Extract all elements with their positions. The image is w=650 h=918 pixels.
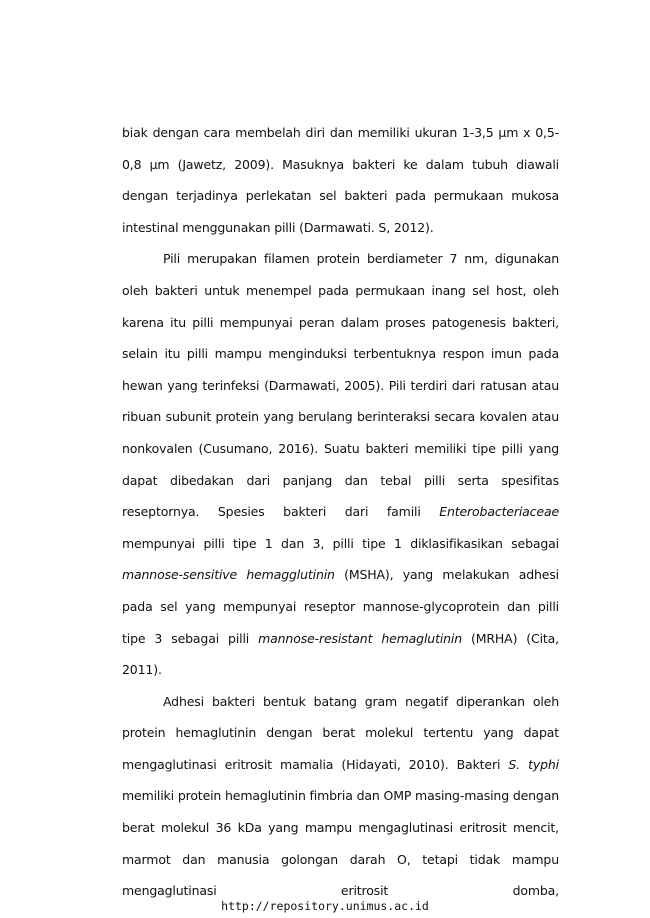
paragraph-1 — [122, 117, 559, 243]
italic-term-mrha: mannose-resistant hemaglutinin — [258, 630, 463, 646]
page-body — [122, 117, 559, 907]
text-segment: Pili merupakan filamen protein berdiameter 7 nm, digunakan oleh bakteri untuk menempel pada permukaan inang sel host, oleh karena itu pilli mempunyai peran dalam proses patogenesis bakteri, selain itu pilli mampu menginduksi terbentuknya respon imun pada hewan yang terinfeksi (Darmawati, 2005). Pili terdiri dari ratusan atau ribuan subunit protein yang berulang berinteraksi secara kovalen atau nonkovalen (Cusumano, 2016). Suatu bakteri memiliki tipe pilli yang dapat dibedakan dari panjang dan tebal pilli serta spesifitas reseptornya. Spesies bakteri dari famili — [122, 251, 559, 520]
text-segment: memiliki protein hemaglutinin fimbria dan OMP masing-masing dengan berat molekul 36 kDa yang mampu mengaglutinasi eritrosit mencit, marmot dan manusia golongan darah O, tetapi tidak mampu mengaglutinasi eritrosit domba, — [122, 788, 559, 899]
text-segment: (MSHA), yang melakukan adhesi pada sel yang mempunyai reseptor mannose-glycoprotein dan pilli tipe 3 sebagai pilli — [122, 567, 560, 646]
text-segment: mempunyai pilli tipe 1 dan 3, pilli tipe 1 diklasifikasikan sebagai — [122, 535, 559, 551]
paragraph-2 — [122, 243, 559, 685]
italic-term-s-typhi: S. typhi — [508, 756, 559, 772]
repository-footer-url: http://repository.unimus.ac.id — [221, 899, 429, 913]
text-segment: biak dengan cara membelah diri dan memiliki ukuran 1-3,5 µm x 0,5-0,8 µm (Jawetz, 2009). Masuknya bakteri ke dalam tubuh diawali dengan terjadinya perlekatan sel bakteri pada permukaan mukosa intestinal menggunakan pilli (Darmawati. S, 2012). — [122, 125, 559, 235]
paragraph-3 — [122, 686, 559, 907]
italic-term-msha: mannose-sensitive hemagglutinin — [122, 567, 335, 583]
text-segment: (MRHA) (Cita, 2011). — [122, 630, 560, 678]
text-segment: Adhesi bakteri bentuk batang gram negatif diperankan oleh protein hemaglutinin dengan berat molekul tertentu yang dapat mengaglutinasi eritrosit mamalia (Hidayati, 2010). Bakteri — [122, 693, 559, 772]
italic-term-enterobacteriaceae: Enterobacteriaceae — [439, 504, 559, 520]
